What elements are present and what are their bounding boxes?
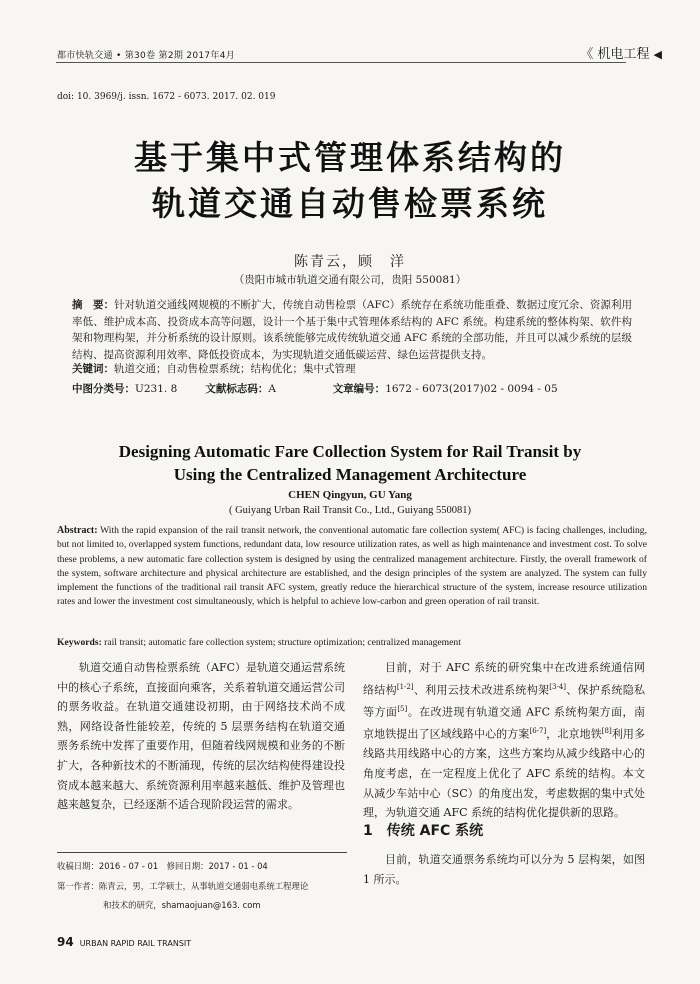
footnote-author: 第一作者：陈青云，男，工学硕士，从事轨道交通弱电系统工程理论 [57, 881, 309, 891]
abstract-cn [72, 297, 632, 363]
keywords-cn-label: 关键词： [72, 363, 114, 375]
affiliation-en: ( Guiyang Urban Rail Transit Co., Ltd., Guiyang 550081) [228, 505, 472, 516]
clc-label: 中图分类号： [72, 383, 135, 395]
abstract-cn-text: 针对轨道交通线网规模的不断扩大，传统自动售检票（AFC）系统存在系统功能重叠、数据过度冗余、资源利用率低、维护成本高、投资成本高等问题，设计一个基于集中式管理体系结构的 AFC 系统。构建系统的整体构架、软件构架和物理构架，并分析系统的设计原则。该系统能够完成传统轨道交通 AFC 系统的全部功能，并且可以减少系统的层级结构、提高资源利用效率、降低投资成本，为实现轨道交通低碳运营、绿色运营提供支持。 [72, 299, 632, 361]
keywords-en-label: Keywords: [57, 637, 102, 648]
title-en-line-2: Using the Centralized Management Architecture [173, 465, 527, 484]
citation: [5] [397, 704, 408, 713]
abstract-en-text: With the rapid expansion of the rail transit network, the conventional automatic fare collection system( AFC) is facing challenges, including, but not limited to, overlapped system functions, redundant data, low resource utilization rates, as well as high maintenance and investment cost. To solve these problems, a new automatic fare collection system is designed by using the centralized management architecture. Firstly, the overall framework of the system, software architecture and physical architecture are established, and the design principles of the system are analyzed. The system can fully implement the functions of the traditional rail transit AFC system, greatly reduce the hierarchical structure of the system, increase resource utilization rates and lower the investment cost simultaneously, which is helpful to achieve low-carbon and green operation of rail transit. [57, 525, 647, 608]
doc-code-value: A [268, 383, 276, 395]
body-text: 利用多线路共用线路中心的方案，这些方案均从减少线路中心的角度考虑，在一定程度上优化了 AFC 系统的结构。本文从减少车站中心（SC）的角度出发，考虑数据的集中式处理，为轨道交通 AFC 系统的结构优化提供新的思路。 [363, 727, 646, 820]
footnote-author-cont: 和技术的研究，shamaojuan@163. com [103, 900, 261, 910]
title-line-2: 轨道交通自动售检票系统 [152, 184, 548, 223]
citation: [1-2] [396, 682, 414, 691]
clc-value: U231. 8 [135, 383, 178, 395]
title-line-1: 基于集中式管理体系结构的 [134, 138, 566, 177]
page-number: 94 [57, 935, 74, 949]
abstract-en-label: Abstract: [57, 525, 98, 536]
authors-en: CHEN Qingyun, GU Yang [288, 489, 412, 501]
body-left-paragraph: 轨道交通自动售检票系统（AFC）是轨道交通运营系统中的核心子系统，直接面向乘客，关系着轨道交通运营公司的票务收益。在轨道交通建设初期，由于网络技术尚不成熟，网络设备性能较差，传统的 5 层票务结构在轨道交通票务系统中发挥了重要作用，但随着线网规模和业务的不断扩大，各种新技术的不断涌现，传统的层次结构使得建设投资成本越来越大、系统资源利用率越来越低、维护及管理也越来越复杂，已经逐渐不适合现阶段运营的需求。 [57, 661, 345, 812]
affiliation: （贵阳市城市轨道交通有限公司，贵阳 550081） [233, 274, 467, 286]
article-no-label: 文章编号： [332, 383, 386, 395]
header-rule [56, 62, 626, 63]
classification [72, 381, 632, 396]
footnote-rule [57, 852, 347, 853]
body-text: 、利用云技术改进系统构架 [413, 683, 550, 697]
citation: [3-4] [549, 682, 567, 691]
body-text: 、保护系统隐私等方面 [363, 683, 646, 719]
body-text: 。在改进现有轨道交通 AFC 系统构架方面，南京地铁提出了区域线路中心的方案 [363, 705, 645, 741]
title-en-line-1: Designing Automatic Fare Collection System for Rail Transit by [118, 442, 582, 461]
body-text: ，北京地铁 [546, 727, 602, 741]
doi: doi: 10. 3969/j. issn. 1672 - 6073. 2017. 02. 019 [57, 92, 276, 102]
keywords-en [57, 637, 647, 648]
keywords-en-text: rail transit; automatic fare collection system; structure optimization; centralized management [101, 637, 461, 648]
abstract-en [57, 524, 647, 610]
section-1-heading: 1 传统 AFC 系统 [363, 823, 484, 839]
page-footer [57, 935, 191, 949]
doc-code-label: 文献标志码： [205, 383, 269, 395]
triangle-left-icon: ◀ [653, 48, 662, 61]
footnote-dates: 收稿日期：2016 - 07 - 01 修回日期：2017 - 01 - 04 [57, 861, 268, 871]
footer-journal: URBAN RAPID RAIL TRANSIT [79, 939, 192, 948]
authors: 陈青云，顾 洋 [294, 254, 406, 270]
abstract-cn-label: 摘 要： [72, 299, 115, 311]
article-no-value: 1672 - 6073(2017)02 - 0094 - 05 [385, 383, 558, 395]
section-header [580, 43, 662, 62]
citation: [6-7] [529, 727, 547, 736]
keywords-cn-text: 轨道交通；自动售检票系统；结构优化；集中式管理 [114, 363, 356, 375]
citation: [8] [601, 727, 612, 736]
journal-header: 都市快轨交通 • 第30卷 第2期 2017年4月 [57, 51, 236, 61]
section-label: 《 机电工程 [580, 47, 650, 62]
keywords-cn [72, 361, 632, 376]
section-1-paragraph: 目前，轨道交通票务系统均可以分为 5 层构架，如图 1 所示。 [363, 853, 645, 886]
body-right-paragraph [363, 658, 645, 823]
body-text: 目前，对于 AFC 系统的研究集中在改进系统通信网络结构 [363, 661, 645, 697]
